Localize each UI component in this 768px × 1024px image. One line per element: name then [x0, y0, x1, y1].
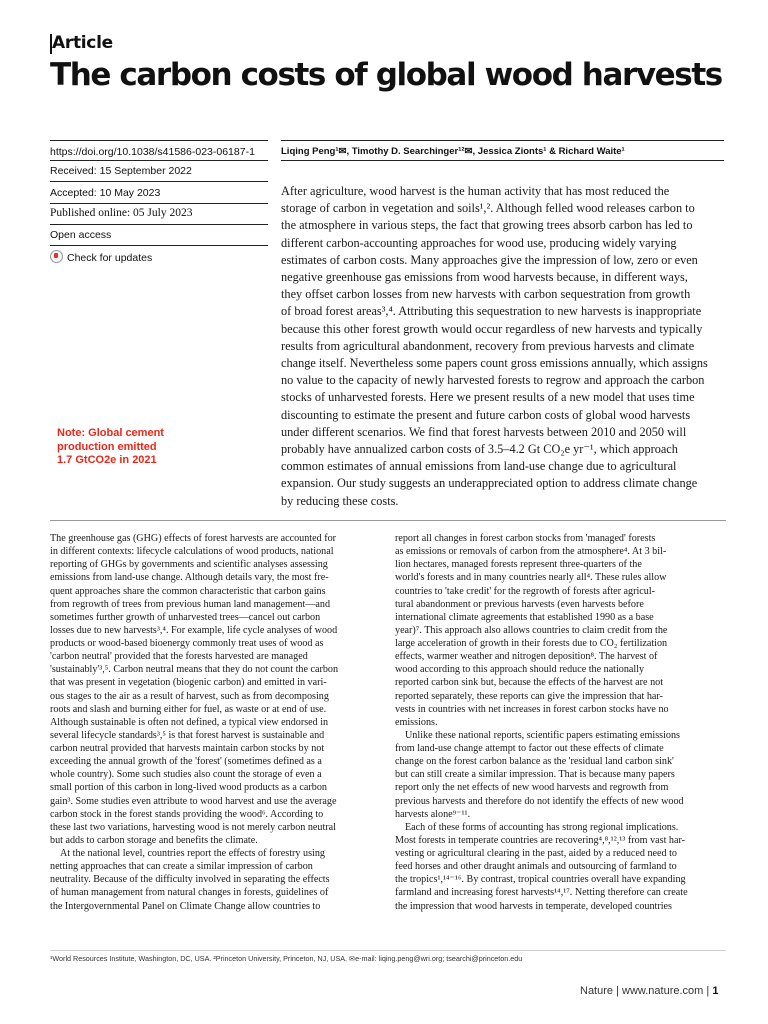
body-text-line: feed horses and other draught animals and outsourcing of farmland to — [395, 861, 677, 873]
body-text-line: harvests alone⁹⁻¹¹. — [395, 808, 471, 820]
body-text-line: products or wood-based bioenergy commonly treat uses of wood as — [50, 638, 324, 649]
abstract-line: because this other forest growth would occur regardless of new harvests and typically — [281, 321, 703, 336]
check-updates-icon — [50, 250, 63, 263]
body-text-line: whole country). Some such studies also count the storage of even a — [50, 769, 322, 781]
authors-divider — [281, 160, 724, 161]
check-updates-label: Check for updates — [67, 252, 153, 264]
body-text-line: netting approaches that can create a similar impression of carbon — [50, 861, 313, 873]
body-text-line: At the national level, countries report the effects of forestry using — [60, 848, 325, 859]
body-text-line: Most forests in temperate countries are recovering⁴,⁸,¹²,¹³ from vast har- — [395, 834, 686, 846]
note-line: Note: Global cement — [57, 427, 164, 439]
body-text-line: small portion of this carbon in long-lived wood products as a carbon — [50, 782, 327, 794]
meta-divider — [50, 224, 268, 225]
open-access-label: Open access — [50, 229, 112, 241]
body-text-line: carbon stock in the forest stands providing the wood⁶. According to — [50, 808, 324, 820]
meta-divider — [50, 140, 268, 141]
body-text-line: countries to 'take credit' for the regrowth of forests after agricul- — [395, 585, 656, 597]
meta-divider — [50, 245, 268, 246]
body-text-line: effects, warmer weather and nitrogen deposition⁸. The harvest of — [395, 651, 658, 663]
abstract-line: probably have annualized carbon costs of 3.5–4.2 Gt CO₂e yr⁻¹, which approach — [281, 442, 678, 457]
body-text-line: international climate agreements that established 1990 as a base — [395, 611, 654, 623]
body-text-line: from regrowth of trees from previous human land management—and — [50, 598, 331, 610]
body-text-line: several lifecycle standards³,⁵ is that forest harvest is sustainable and — [50, 729, 325, 741]
body-text-line: the impression that wood harvests in temperate, developed countries — [395, 900, 672, 912]
abstract-line: no value to the capacity of newly harvested forests to regrow and approach the carbon — [281, 373, 705, 388]
abstract-line: they offset carbon losses from new harvests with carbon sequestration from growth — [281, 287, 691, 302]
body-text-line: 'sustainably'³,⁵. Carbon neutral means that they do not count the carbon — [50, 664, 339, 676]
body-text-line: sometimes further growth of unharvested trees—cancel out carbon — [50, 611, 321, 623]
meta-divider — [50, 181, 268, 182]
doi-link[interactable]: https://doi.org/10.1038/s41586-023-06187-1 — [50, 146, 255, 158]
check-updates-link[interactable] — [50, 250, 152, 264]
body-text-line: change on the forest carbon balance as the 'residual land carbon sink' — [395, 756, 674, 768]
body-text-line: lion hectares, managed forests represent three-quarters of the — [395, 559, 642, 571]
body-text-line: previous harvests and therefore do not identify the effects of new wood — [395, 795, 684, 807]
affiliations-footnote: ¹World Resources Institute, Washington, DC, USA. ²Princeton University, Princeton, NJ, USA. ✉e-mail: liqing.peng@wri.org; tsearchi@princeton.edu — [50, 954, 523, 963]
body-text-line: large acceleration of growth in their forests due to CO₂ fertilization — [395, 638, 668, 649]
body-text-line: world's forests and in many countries nearly all⁴. These rules allow — [395, 572, 667, 584]
abstract-line: After agriculture, wood harvest is the human activity that has most reduced the — [281, 184, 670, 198]
abstract-line: negative greenhouse gas emissions from wood harvests because, in different ways, — [281, 270, 688, 285]
page-title: The carbon costs of global wood harvests — [50, 57, 722, 93]
footer-separator: | — [616, 985, 619, 997]
published-date: Published online: 05 July 2023 — [50, 207, 193, 219]
body-text-line: quent approaches share the common characteristic that carbon gains — [50, 585, 326, 597]
meta-divider — [50, 160, 268, 161]
abstract-line: under different scenarios. We find that forest harvests between 2010 and 2050 will — [281, 424, 687, 439]
annotation-note — [57, 427, 164, 468]
body-text-line: Although sustainable is often not defined, a typical view endorsed in — [50, 716, 329, 728]
body-text-line: these last two variations, harvesting wood is not merely carbon neutral — [50, 821, 336, 833]
body-column-right — [395, 532, 726, 913]
body-text-line: the tropics¹,¹⁴⁻¹⁶. By contrast, tropical countries overall have expanding — [395, 874, 686, 886]
body-text-line: vests in countries with net increases in forest carbon stocks have no — [395, 703, 669, 715]
body-text-line: emissions. — [395, 716, 438, 728]
body-text-line: carbon neutral provided that harvests maintain carbon stocks by not — [50, 743, 325, 754]
body-text-line: tural abandonment or previous harvests (even harvests before — [395, 598, 644, 610]
body-text-line: report all changes in forest carbon stocks from 'managed' forests — [395, 533, 656, 544]
body-text-line: losses due to new harvests³,⁴. For example, life cycle analyses of wood — [50, 624, 338, 636]
body-text-line: reporting of GHGs by governments and scientific analyses assessing — [50, 559, 328, 571]
page-number: 1 — [712, 985, 719, 997]
authors-divider — [281, 140, 724, 141]
body-text-line: report only the net effects of new wood harvests and regrowth from — [395, 782, 669, 794]
body-column-left — [50, 532, 381, 913]
meta-divider — [50, 203, 268, 204]
body-text-line: the Intergovernmental Panel on Climate Change allow countries to — [50, 900, 321, 912]
abstract-line: discounting to estimate the present and future carbon costs of global wood harvests — [281, 407, 691, 422]
author-list: Liqing Peng¹✉, Timothy D. Searchinger¹²✉, Jessica Zionts¹ & Richard Waite¹ — [281, 146, 625, 157]
body-text-line: as emissions or removals of carbon from the atmosphere⁴. At 3 bil- — [395, 546, 667, 558]
accepted-date: Accepted: 10 May 2023 — [50, 187, 161, 199]
body-text-line: vesting or agricultural clearing in the past, aided by a reduced need to — [395, 848, 677, 859]
body-text-line: in different contexts: lifecycle calculations of wood products, national — [50, 546, 334, 558]
note-line: 1.7 GtCO2e in 2021 — [57, 454, 157, 466]
abstract-line: stocks of unharvested forests. Here we present results of a new model that uses time — [281, 390, 695, 405]
abstract-line: by reducing these costs. — [281, 493, 399, 508]
abstract-line: storage of carbon in vegetation and soils¹,². Although felled wood releases carbon to — [281, 201, 695, 216]
body-text-line: year)⁷. This approach also allows countries to claim credit from the — [395, 624, 668, 636]
body-text-line: emissions from land-use change. Although details vary, the most fre- — [50, 572, 329, 584]
body-text-line: roots and slash and burning either for fuel, as waste or at end of use. — [50, 703, 327, 715]
abstract-line: of broad forest areas³,⁴. Attributing this sequestration to new harvests is inappropriate — [281, 304, 702, 319]
body-text-line: reported separately, these reports can give the impression that har- — [395, 690, 663, 702]
received-date: Received: 15 September 2022 — [50, 165, 192, 177]
body-text-line: reported carbon sink but, because the effects of the harvest are not — [395, 677, 664, 689]
abstract-line: results from agricultural abandonment, recovery from previous harvests and climate — [281, 338, 695, 353]
body-text-line: Each of these forms of accounting has strong regional implications. — [405, 821, 679, 833]
body-text-line: farmland and increasing forest harvests¹⁴,¹⁷. Netting therefore can create — [395, 887, 688, 899]
abstract-line: expansion. Our study suggests an underappreciated option to address climate change — [281, 476, 698, 491]
body-text-line: of human management from natural changes in forests, guidelines of — [50, 887, 329, 899]
page-footer — [580, 985, 718, 997]
abstract-line: different carbon-accounting approaches for wood use, producing widely varying — [281, 235, 677, 250]
body-text-line: but can still create a similar impression. That is because many papers — [395, 769, 675, 781]
body-text-line: gain³. Some studies even attribute to wood harvest and use the average — [50, 795, 337, 807]
footer-separator: | — [706, 985, 710, 997]
body-text-line: that was present in vegetation (biogenic carbon) and emitted in vari- — [50, 677, 327, 689]
section-label: Article — [52, 33, 113, 53]
abstract-line: the atmosphere in various steps, the fact that growing trees absorb carbon has led to — [281, 218, 693, 233]
abstract-line: common estimates of annual emissions from land-use change due to agricultural — [281, 459, 677, 474]
abstract — [281, 183, 727, 510]
note-line: production emitted — [57, 440, 157, 453]
body-text-line: 'carbon neutral' provided that the forests harvested are managed — [50, 651, 308, 663]
body-text-line: Unlike these national reports, scientific papers estimating emissions — [405, 729, 680, 741]
abstract-line: estimates of carbon costs. Many approaches give the impression of low, zero or even — [281, 252, 698, 267]
footnote-divider — [50, 950, 726, 951]
journal-url[interactable]: www.nature.com — [622, 985, 704, 997]
body-text-line: ous stages to the air as a result of harvest, such as from decomposing — [50, 690, 329, 702]
body-divider — [50, 520, 726, 521]
body-text-line: wood according to this approach should reduce the nationally — [395, 664, 645, 676]
body-text-line: but adds to carbon storage and benefits the climate. — [50, 834, 258, 846]
body-text-line: exceeding the annual growth of the 'forest' (sometimes defined as a — [50, 756, 322, 768]
journal-name: Nature — [580, 985, 614, 997]
body-text-line: The greenhouse gas (GHG) effects of forest harvests are accounted for — [50, 533, 337, 544]
body-text-line: neutrality. Because of the difficulty involved in separating the effects — [50, 874, 330, 886]
body-text-line: from land-use change attempt to factor out these effects of climate — [395, 743, 664, 754]
abstract-line: change itself. Nevertheless some papers count gross emissions annually, which assigns — [281, 356, 708, 371]
